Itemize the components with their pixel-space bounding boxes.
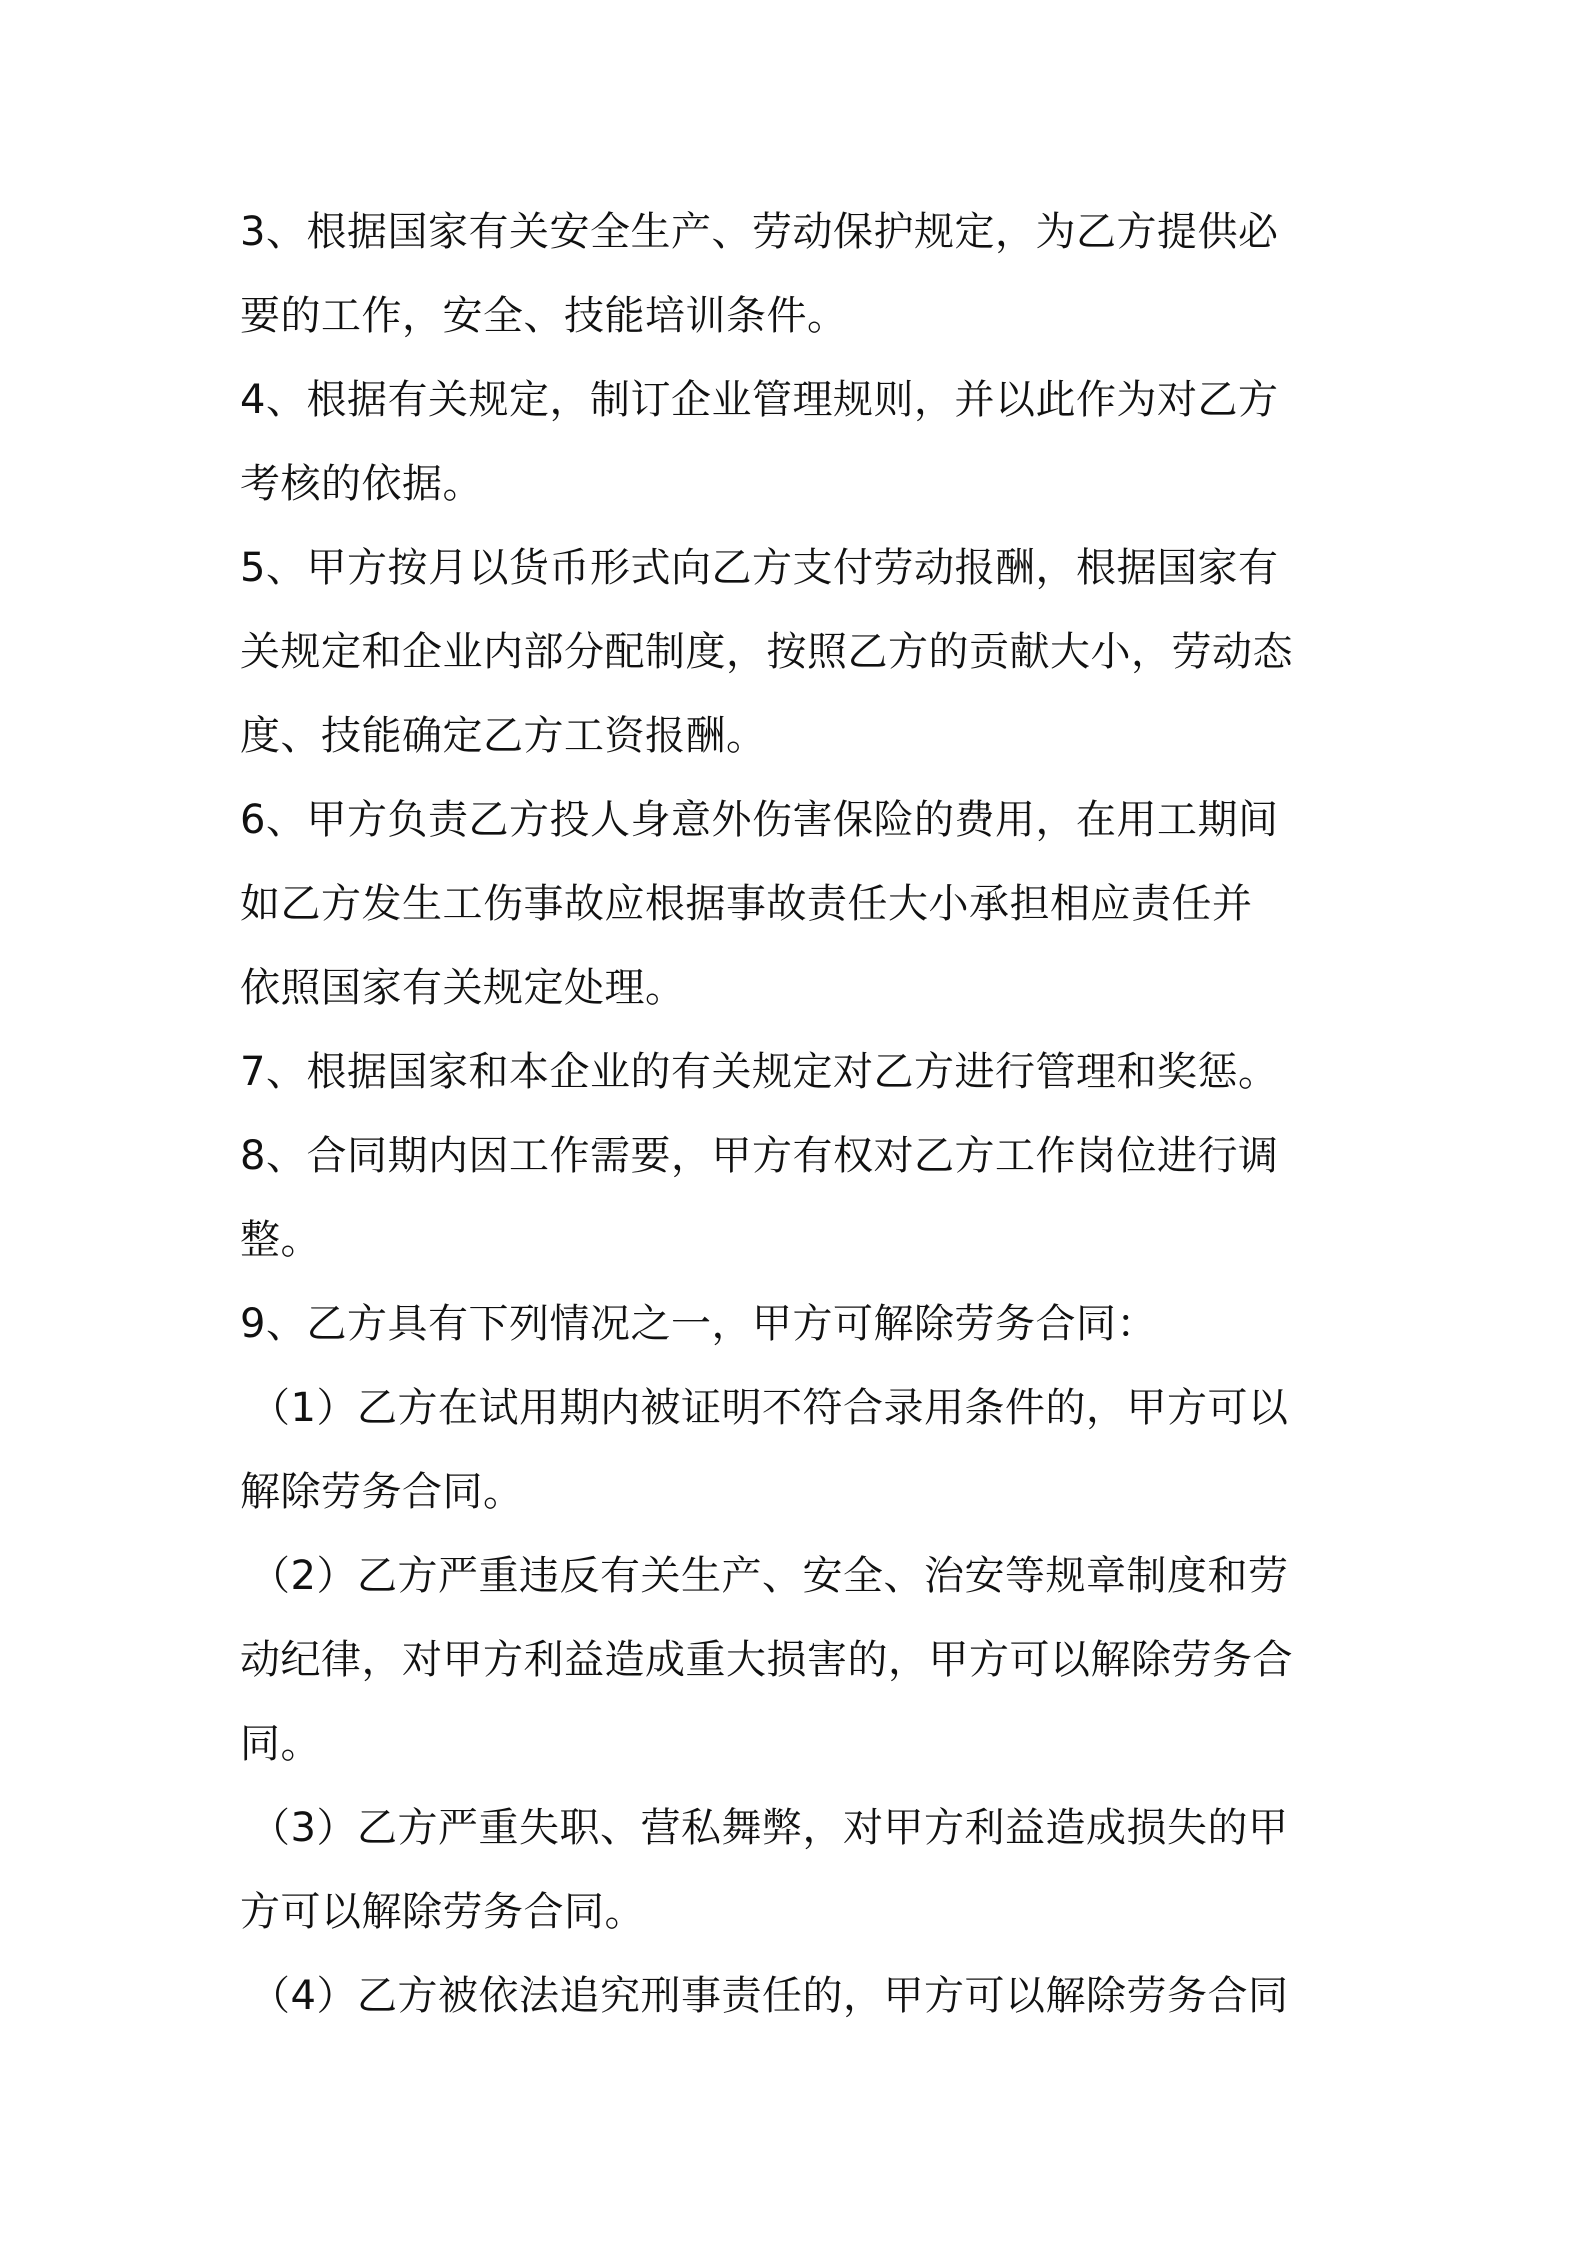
text-line: 5、甲方按月以货币形式向乙方支付劳动报酬，根据国家有 — [240, 545, 1279, 591]
text-line: 同。 — [240, 1721, 321, 1767]
text-line: 依照国家有关规定处理。 — [240, 965, 686, 1011]
text-line: 关规定和企业内部分配制度，按照乙方的贡献大小，劳动态 — [240, 629, 1293, 675]
text-line: 方可以解除劳务合同。 — [240, 1889, 645, 1935]
text-line: 考核的依据。 — [240, 461, 483, 507]
text-line: （4）乙方被依法追究刑事责任的，甲方可以解除劳务合同 — [250, 1973, 1289, 2019]
text-line: 9、乙方具有下列情况之一，甲方可解除劳务合同： — [240, 1301, 1157, 1347]
document-body — [240, 190, 1365, 2038]
text-line: 4、根据有关规定，制订企业管理规则，并以此作为对乙方 — [240, 377, 1279, 423]
text-line: 度、技能确定乙方工资报酬。 — [240, 713, 767, 759]
text-line: 8、合同期内因工作需要，甲方有权对乙方工作岗位进行调 — [240, 1133, 1279, 1179]
text-line: 6、甲方负责乙方投人身意外伤害保险的费用，在用工期间 — [240, 797, 1279, 843]
text-line: 3、根据国家有关安全生产、劳动保护规定，为乙方提供必 — [240, 209, 1279, 255]
text-line: 整。 — [240, 1217, 321, 1263]
text-line: （2）乙方严重违反有关生产、安全、治安等规章制度和劳 — [250, 1553, 1289, 1599]
text-line: 要的工作，安全、技能培训条件。 — [240, 293, 848, 339]
text-line: 动纪律，对甲方利益造成重大损害的，甲方可以解除劳务合 — [240, 1637, 1293, 1683]
text-line: 7、根据国家和本企业的有关规定对乙方进行管理和奖惩。 — [240, 1049, 1279, 1095]
text-line: （1）乙方在试用期内被证明不符合录用条件的，甲方可以 — [250, 1385, 1289, 1431]
text-line: 如乙方发生工伤事故应根据事故责任大小承担相应责任并 — [240, 881, 1253, 927]
text-line: 解除劳务合同。 — [240, 1469, 524, 1515]
text-line: （3）乙方严重失职、营私舞弊，对甲方利益造成损失的甲 — [250, 1805, 1289, 1851]
